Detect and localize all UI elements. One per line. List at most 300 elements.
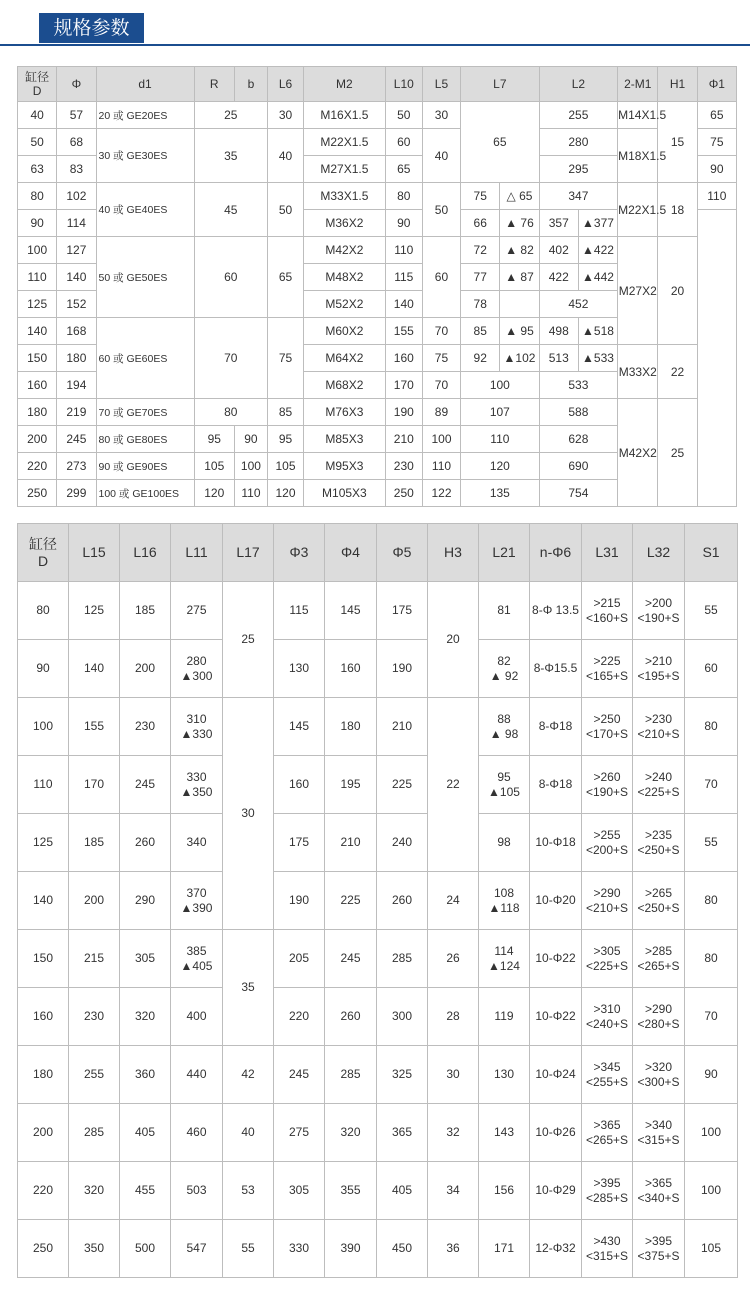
cell-l21: 82 ▲ 92 [479,640,530,698]
cell-phi: 83 [57,156,96,183]
cell-phi1: 90 [697,156,736,183]
cell-h3: 30 [428,1046,479,1104]
table-row [18,640,738,698]
cell-h1: 20 [658,237,697,345]
cell-phi: 273 [57,453,96,480]
cell-m2: M42X2 [304,237,386,264]
cell-l11: 400 [171,988,223,1046]
cell-h1: 25 [658,399,697,507]
cell-l7-alt [500,291,539,318]
cell-phi1: 110 [697,183,736,210]
cell-l31: >290 <210+S [582,872,633,930]
cell-phi3: 205 [274,930,325,988]
cell-r: 95 [194,426,234,453]
cell-m2: M64X2 [304,345,386,372]
cell-d: 90 [18,640,69,698]
cell-d: 150 [18,930,69,988]
cell-n-phi6: 10-Φ18 [530,814,582,872]
table-row [18,988,738,1046]
cell-l21: 171 [479,1220,530,1278]
cell-phi: 68 [57,129,96,156]
cell-d1: 80 或 GE80ES [96,426,194,453]
cell-phi5: 450 [377,1220,428,1278]
cell-phi5: 285 [377,930,428,988]
cell-phi: 180 [57,345,96,372]
cell-s1: 55 [685,582,738,640]
header-l10: L10 [385,67,422,102]
header-l16: L16 [120,524,171,582]
cell-phi4: 390 [325,1220,377,1278]
cell-phi: 114 [57,210,96,237]
cell-phi4: 180 [325,698,377,756]
cell-l7-alt: ▲102 [500,345,539,372]
cell-h1: 22 [658,345,697,399]
cell-l7: 75 [461,183,500,210]
cell-phi3: 305 [274,1162,325,1220]
header-b: b [234,67,267,102]
header-l5: L5 [422,67,460,102]
cell-l17: 53 [223,1162,274,1220]
cell-l5: 70 [422,318,460,345]
cell-l6: 50 [267,183,303,237]
cell-phi4: 320 [325,1104,377,1162]
cell-d: 180 [18,399,57,426]
cell-l15: 155 [69,698,120,756]
cell-l7: 72 [461,237,500,264]
cell-m2: M52X2 [304,291,386,318]
cell-n-phi6: 8-Φ 13.5 [530,582,582,640]
cell-d: 150 [18,345,57,372]
cell-l2: 628 [539,426,618,453]
cell-d: 140 [18,318,57,345]
cell-l11: 440 [171,1046,223,1104]
cell-l6: 65 [267,237,303,318]
cell-l7: 66 [461,210,500,237]
cell-l11: 310 ▲330 [171,698,223,756]
cell-l7: 85 [461,318,500,345]
cell-l31: >260 <190+S [582,756,633,814]
cell-2-m1: M22X1.5 [618,183,658,237]
cell-l6: 85 [267,399,303,426]
cell-l6: 30 [267,102,303,129]
cell-d: 160 [18,988,69,1046]
cell-phi: 219 [57,399,96,426]
header-2-m1: 2-M1 [618,67,658,102]
cell-l5: 89 [422,399,460,426]
cell-phi: 152 [57,291,96,318]
cell-l15: 320 [69,1162,120,1220]
cell-l16: 320 [120,988,171,1046]
table-header-row [18,67,737,102]
cell-r-b: 80 [194,399,267,426]
cell-d: 80 [18,183,57,210]
header-phi5: Φ5 [377,524,428,582]
cell-d: 125 [18,814,69,872]
cell-l32: >210 <195+S [633,640,685,698]
cell-phi3: 220 [274,988,325,1046]
cell-m2: M48X2 [304,264,386,291]
cell-phi: 57 [57,102,96,129]
cell-r-b: 25 [194,102,267,129]
cell-l10: 115 [385,264,422,291]
cell-l2: 255 [539,102,618,129]
cell-phi5: 175 [377,582,428,640]
cell-l15: 285 [69,1104,120,1162]
cell-l2: 588 [539,399,618,426]
cell-d: 250 [18,1220,69,1278]
table-header-row [18,524,738,582]
cell-l5: 50 [422,183,460,237]
cell-s1: 70 [685,988,738,1046]
cell-2-m1: M14X1.5 [618,102,658,129]
cell-l32: >340 <315+S [633,1104,685,1162]
header-l7: L7 [461,67,540,102]
cell-l5: 100 [422,426,460,453]
cell-phi: 127 [57,237,96,264]
table-row [18,102,737,129]
cell-d: 110 [18,756,69,814]
cell-l2-alt: ▲422 [578,237,617,264]
cell-phi5: 260 [377,872,428,930]
cell-h1: 18 [658,183,697,237]
cell-h3: 24 [428,872,479,930]
cell-l11: 330 ▲350 [171,756,223,814]
cell-phi3: 175 [274,814,325,872]
cell-h3: 22 [428,698,479,872]
header-l31: L31 [582,524,633,582]
cell-l31: >255 <200+S [582,814,633,872]
table-row [18,930,738,988]
header-l2: L2 [539,67,618,102]
cell-l15: 170 [69,756,120,814]
cell-l10: 90 [385,210,422,237]
cell-l15: 200 [69,872,120,930]
cell-d: 125 [18,291,57,318]
cell-s1: 55 [685,814,738,872]
cell-l2: 498 [539,318,578,345]
table-row [18,399,737,426]
cell-l17: 55 [223,1220,274,1278]
cell-m2: M85X3 [304,426,386,453]
cell-m2: M16X1.5 [304,102,386,129]
cell-n-phi6: 8-Φ18 [530,756,582,814]
cell-phi3: 145 [274,698,325,756]
cell-h3: 26 [428,930,479,988]
cell-2-m1: M42X2 [618,399,658,507]
cell-phi: 245 [57,426,96,453]
table-row [18,756,738,814]
table-row [18,237,737,264]
cell-l21: 130 [479,1046,530,1104]
header-n-phi6: n-Φ6 [530,524,582,582]
cell-l7: 135 [461,480,540,507]
cell-l2: 533 [539,372,618,399]
cell-l2: 513 [539,345,578,372]
cell-l17: 30 [223,698,274,930]
cell-h3: 32 [428,1104,479,1162]
header-l17: L17 [223,524,274,582]
cell-l17: 42 [223,1046,274,1104]
cell-l11: 547 [171,1220,223,1278]
cell-s1: 105 [685,1220,738,1278]
cell-d: 200 [18,1104,69,1162]
cell-h1: 15 [658,102,697,183]
table-row [18,1220,738,1278]
cell-d1: 70 或 GE70ES [96,399,194,426]
cell-d1: 40 或 GE40ES [96,183,194,237]
cell-n-phi6: 8-Φ15.5 [530,640,582,698]
cell-l5: 110 [422,453,460,480]
table-row [18,814,738,872]
cell-d: 63 [18,156,57,183]
cell-l31: >345 <255+S [582,1046,633,1104]
cell-l2: 452 [539,291,618,318]
cell-l32: >290 <280+S [633,988,685,1046]
cell-l21: 156 [479,1162,530,1220]
cell-l31: >365 <265+S [582,1104,633,1162]
cell-l2: 402 [539,237,578,264]
cell-d: 90 [18,210,57,237]
header-s1: S1 [685,524,738,582]
cell-l16: 290 [120,872,171,930]
cell-l2: 357 [539,210,578,237]
cell-l10: 80 [385,183,422,210]
cell-l10: 65 [385,156,422,183]
cell-m2: M22X1.5 [304,129,386,156]
cell-b: 100 [234,453,267,480]
cell-phi1: 75 [697,129,736,156]
cell-phi: 299 [57,480,96,507]
cell-n-phi6: 10-Φ20 [530,872,582,930]
cell-l2-alt: ▲377 [578,210,617,237]
cell-l6: 75 [267,318,303,399]
cell-l16: 245 [120,756,171,814]
cell-l16: 455 [120,1162,171,1220]
cell-n-phi6: 10-Φ29 [530,1162,582,1220]
cell-phi4: 195 [325,756,377,814]
cell-n-phi6: 10-Φ22 [530,930,582,988]
cell-l16: 405 [120,1104,171,1162]
spec-table-1 [17,66,737,507]
cell-l32: >235 <250+S [633,814,685,872]
cell-s1: 100 [685,1104,738,1162]
cell-l21: 114 ▲124 [479,930,530,988]
cell-d: 100 [18,237,57,264]
cell-phi1-empty [697,210,736,507]
cell-l5: 30 [422,102,460,129]
cell-h3: 28 [428,988,479,1046]
cell-l2-alt: ▲518 [578,318,617,345]
cell-l11: 280 ▲300 [171,640,223,698]
cell-phi5: 190 [377,640,428,698]
cell-l2: 754 [539,480,618,507]
cell-phi3: 275 [274,1104,325,1162]
cell-l5: 60 [422,237,460,318]
header-l21: L21 [479,524,530,582]
cell-phi3: 160 [274,756,325,814]
cell-s1: 80 [685,872,738,930]
cell-d: 220 [18,1162,69,1220]
cell-l15: 255 [69,1046,120,1104]
cell-l10: 110 [385,237,422,264]
cell-n-phi6: 10-Φ26 [530,1104,582,1162]
cell-l32: >265 <250+S [633,872,685,930]
cell-l2: 347 [539,183,618,210]
cell-m2: M105X3 [304,480,386,507]
cell-d: 180 [18,1046,69,1104]
header-bore-d: 缸径 D [18,67,57,102]
cell-s1: 80 [685,930,738,988]
table-row [18,698,738,756]
cell-phi4: 245 [325,930,377,988]
cell-l16: 305 [120,930,171,988]
cell-r: 120 [194,480,234,507]
cell-l10: 250 [385,480,422,507]
cell-h3: 34 [428,1162,479,1220]
cell-l5: 122 [422,480,460,507]
cell-l7: 65 [461,102,540,183]
cell-l17: 35 [223,930,274,1046]
cell-d: 110 [18,264,57,291]
cell-l21: 143 [479,1104,530,1162]
cell-l21: 119 [479,988,530,1046]
cell-s1: 60 [685,640,738,698]
cell-l5: 40 [422,129,460,183]
cell-l7: 110 [461,426,540,453]
cell-l7-alt: △ 65 [500,183,539,210]
cell-n-phi6: 10-Φ24 [530,1046,582,1104]
header-l11: L11 [171,524,223,582]
cell-phi5: 325 [377,1046,428,1104]
cell-l16: 200 [120,640,171,698]
cell-m2: M95X3 [304,453,386,480]
cell-n-phi6: 10-Φ22 [530,988,582,1046]
cell-b: 90 [234,426,267,453]
cell-phi: 102 [57,183,96,210]
cell-l16: 500 [120,1220,171,1278]
cell-l21: 108 ▲118 [479,872,530,930]
table-row [18,1162,738,1220]
cell-b: 110 [234,480,267,507]
cell-n-phi6: 12-Φ32 [530,1220,582,1278]
cell-s1: 100 [685,1162,738,1220]
cell-phi3: 190 [274,872,325,930]
cell-l16: 260 [120,814,171,872]
cell-n-phi6: 8-Φ18 [530,698,582,756]
cell-l7: 100 [461,372,540,399]
header-phi1: Φ1 [697,67,736,102]
cell-l6: 105 [267,453,303,480]
cell-l21: 88 ▲ 98 [479,698,530,756]
cell-l31: >395 <285+S [582,1162,633,1220]
cell-l16: 360 [120,1046,171,1104]
cell-l10: 60 [385,129,422,156]
cell-d: 250 [18,480,57,507]
cell-d: 200 [18,426,57,453]
header-m2: M2 [304,67,386,102]
cell-l15: 185 [69,814,120,872]
cell-l16: 185 [120,582,171,640]
cell-l11: 370 ▲390 [171,872,223,930]
cell-r-b: 35 [194,129,267,183]
cell-l7-alt: ▲ 76 [500,210,539,237]
table-row [18,582,738,640]
cell-l32: >230 <210+S [633,698,685,756]
cell-l7: 92 [461,345,500,372]
cell-l11: 503 [171,1162,223,1220]
cell-d1: 30 或 GE30ES [96,129,194,183]
cell-phi4: 285 [325,1046,377,1104]
cell-d: 100 [18,698,69,756]
cell-phi5: 225 [377,756,428,814]
cell-l2-alt: ▲533 [578,345,617,372]
cell-l31: >310 <240+S [582,988,633,1046]
cell-l21: 81 [479,582,530,640]
cell-h3: 20 [428,582,479,698]
cell-2-m1: M18X1.5 [618,129,658,183]
cell-phi4: 210 [325,814,377,872]
cell-phi: 168 [57,318,96,345]
header-h3: H3 [428,524,479,582]
cell-l21: 98 [479,814,530,872]
cell-phi3: 130 [274,640,325,698]
cell-l10: 210 [385,426,422,453]
cell-d: 40 [18,102,57,129]
cell-l10: 160 [385,345,422,372]
cell-d: 140 [18,872,69,930]
cell-l31: >430 <315+S [582,1220,633,1278]
cell-phi4: 145 [325,582,377,640]
table-row [18,872,738,930]
cell-l6: 95 [267,426,303,453]
table-row [18,183,737,210]
header-r: R [194,67,234,102]
cell-l32: >320 <300+S [633,1046,685,1104]
cell-d: 220 [18,453,57,480]
header-phi4: Φ4 [325,524,377,582]
header-h1: H1 [658,67,697,102]
cell-l6: 120 [267,480,303,507]
cell-l11: 340 [171,814,223,872]
cell-r: 105 [194,453,234,480]
cell-phi3: 245 [274,1046,325,1104]
cell-l31: >215 <160+S [582,582,633,640]
cell-d1: 50 或 GE50ES [96,237,194,318]
header-l32: L32 [633,524,685,582]
cell-l7: 107 [461,399,540,426]
cell-phi5: 240 [377,814,428,872]
cell-r-b: 60 [194,237,267,318]
cell-m2: M60X2 [304,318,386,345]
cell-l7: 78 [461,291,500,318]
cell-h3: 36 [428,1220,479,1278]
cell-phi4: 260 [325,988,377,1046]
cell-l15: 230 [69,988,120,1046]
cell-l32: >285 <265+S [633,930,685,988]
cell-l7-alt: ▲ 95 [500,318,539,345]
cell-d1: 100 或 GE100ES [96,480,194,507]
cell-d1: 60 或 GE60ES [96,318,194,399]
table-row [18,1046,738,1104]
cell-l2: 280 [539,129,618,156]
cell-l31: >225 <165+S [582,640,633,698]
cell-l11: 275 [171,582,223,640]
cell-l10: 190 [385,399,422,426]
cell-d: 50 [18,129,57,156]
cell-phi4: 160 [325,640,377,698]
cell-l32: >200 <190+S [633,582,685,640]
cell-s1: 70 [685,756,738,814]
